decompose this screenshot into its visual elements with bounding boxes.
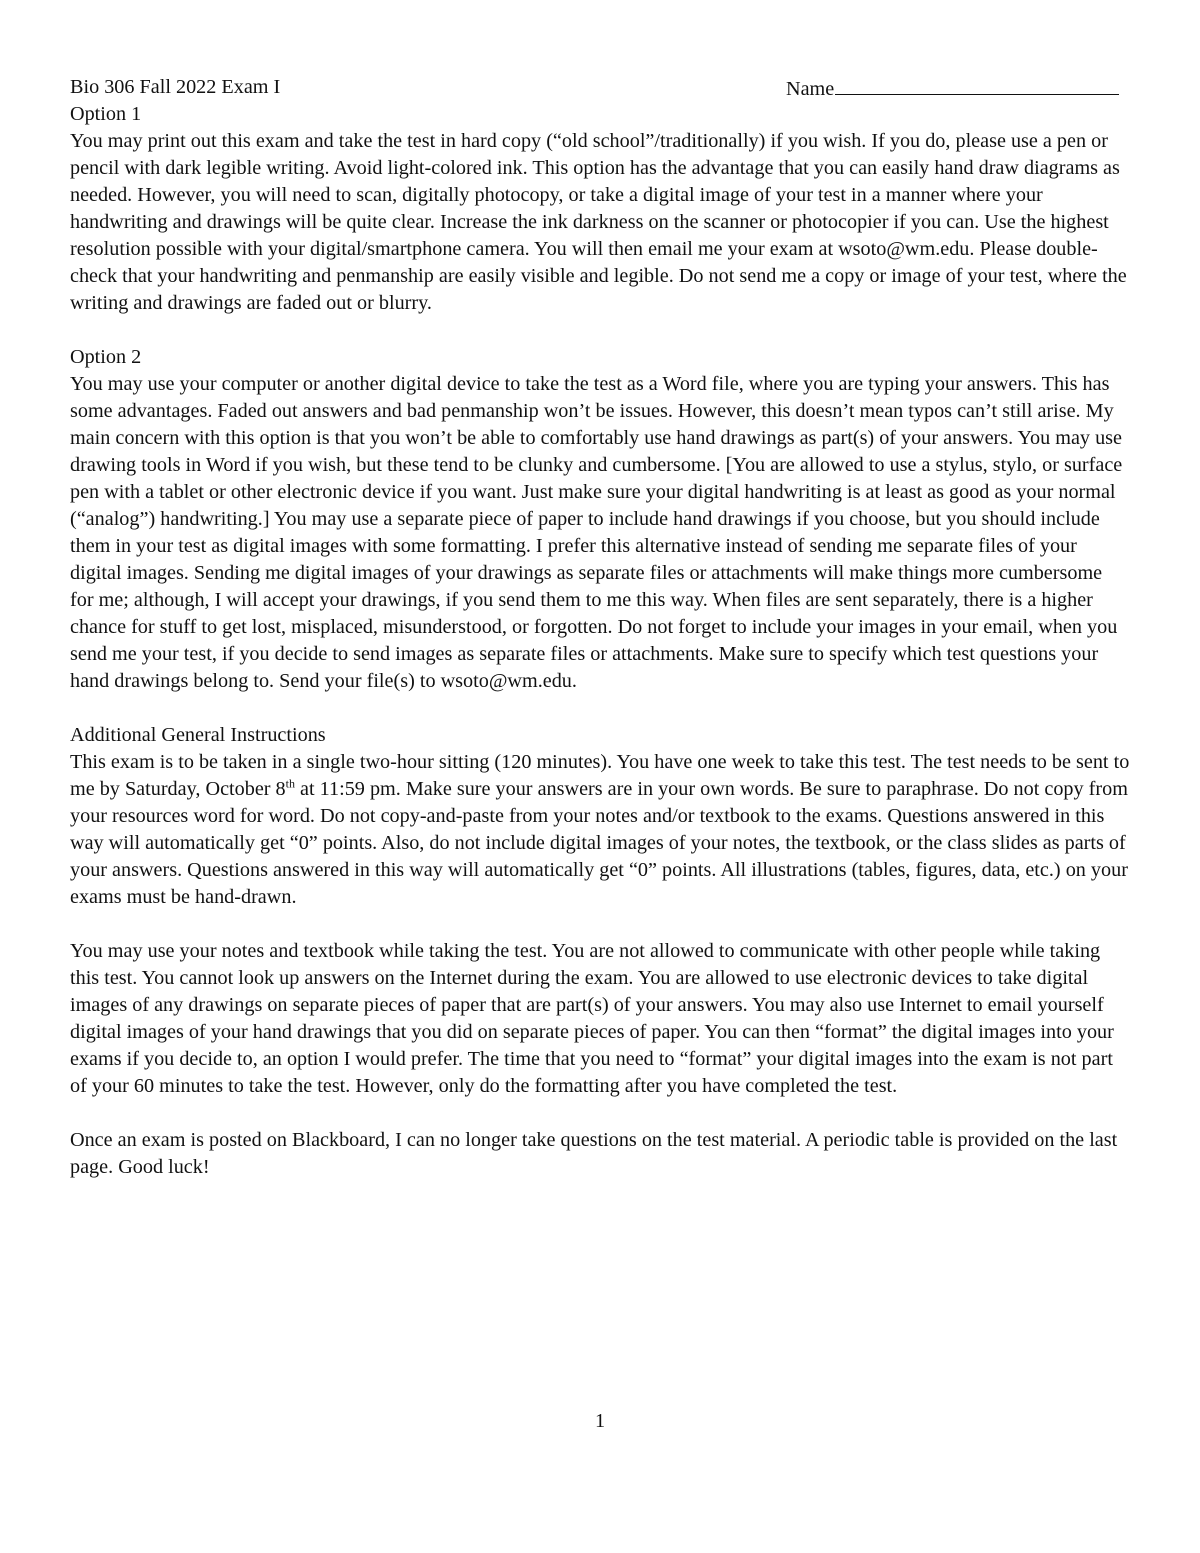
- closing-paragraph: Once an exam is posted on Blackboard, I can no longer take questions on the test material. A periodic table is provided on the last page. Good luck!: [70, 1129, 1118, 1178]
- name-field: [786, 74, 1119, 103]
- additional-instructions-heading: Additional General Instructions: [70, 724, 326, 746]
- notes-paragraph: You may use your notes and textbook while taking the test. You are not allowed to communicate with other people while taking this test. You cannot look up answers on the Internet during the exam. You are allowed to use electronic devices to take digital images of any drawings on separate pieces of paper that are part(s) of your answers. You may also use Internet to email yourself digital images of your hand drawings that you did on separate pieces of paper. You can then “format” the digital images into your exams if you decide to, an option I would prefer. The time that you need to “format” your digital images into the exam is not part of your 60 minutes to take the test. However, only do the formatting after you have completed the test.: [70, 940, 1114, 1097]
- spacer: [70, 317, 1130, 344]
- spacer: [70, 911, 1130, 938]
- spacer: [70, 695, 1130, 722]
- additional-text-part-1: This exam is to be taken in a single two-hour sitting (120 minutes). You have one week to take this test. The test needs to be sent to me by Saturday, October 8: [70, 751, 1130, 800]
- option-2-text: You may use your computer or another digital device to take the test as a Word file, where you are typing your answers. This has some advantages. Faded out answers and bad penmanship won’t be issues. However, this doesn’t mean typos can’t still arise. My main concern with this option is that you won’t be able to comfortably use hand drawings as part(s) of your answers. You may use drawing tools in Word if you wish, but these tend to be clunky and cumbersome. [You are allowed to use a stylus, stylo, or surface pen with a tablet or other electronic device if you want. Just make sure your digital handwriting is at least as good as your normal (“analog”) handwriting.] You may use a separate piece of paper to include hand drawings if you choose, but you should include them in your test as digital images with some formatting. I prefer this alternative instead of sending me separate files of your digital images. Sending me digital images of your drawings as separate files or attachments will make things more cumbersome for me; although, I will accept your drawings, if you send them to me this way. When files are sent separately, there is a higher chance for stuff to get lost, misplaced, misunderstood, or forgotten. Do not forget to include your images in your email, when you send me your test, if you decide to send images as separate files or attachments. Make sure to specify which test questions your hand drawings belong to. Send your file(s) to wsoto@wm.edu.: [70, 373, 1123, 692]
- spacer: [70, 1100, 1130, 1127]
- option-2-heading: Option 2: [70, 346, 142, 368]
- ordinal-suffix: th: [285, 776, 295, 791]
- option-1-text: You may print out this exam and take the test in hard copy (“old school”/traditionally) if you wish. If you do, please use a pen or pencil with dark legible writing. Avoid light-colored ink. This option has the advantage that you can easily hand draw diagrams as needed. However, you will need to scan, digitally photocopy, or take a digital image of your test in a manner where your handwriting and drawings will be quite clear. Increase the ink darkness on the scanner or photocopier if you can. Use the highest resolution possible with your digital/smartphone camera. You will then email me your exam at wsoto@wm.edu. Please double-check that your handwriting and penmanship are easily visible and legible. Do not send me a copy or image of your test, where the writing and drawings are faded out or blurry.: [70, 130, 1127, 314]
- name-blank-line: [835, 74, 1119, 95]
- page-number: 1: [594, 1410, 606, 1432]
- exam-page: [70, 74, 1130, 1181]
- option-1-heading: Option 1: [70, 103, 142, 125]
- additional-text-part-2: at 11:59 pm. Make sure your answers are in your own words. Be sure to paraphrase. Do not copy from your resources word for word. Do not copy-and-paste from your notes and/or textbook to the exams. Questions answered in this way will automatically get “0” points. Also, do not include digital images of your notes, the textbook, or the class slides as parts of your answers. Questions answered in this way will automatically get “0” points. All illustrations (tables, figures, data, etc.) on your exams must be hand-drawn.: [70, 778, 1128, 908]
- additional-instructions-text: [70, 749, 1130, 911]
- name-label: Name: [786, 78, 835, 100]
- exam-header: [70, 74, 1130, 101]
- exam-title: Bio 306 Fall 2022 Exam I: [70, 76, 281, 98]
